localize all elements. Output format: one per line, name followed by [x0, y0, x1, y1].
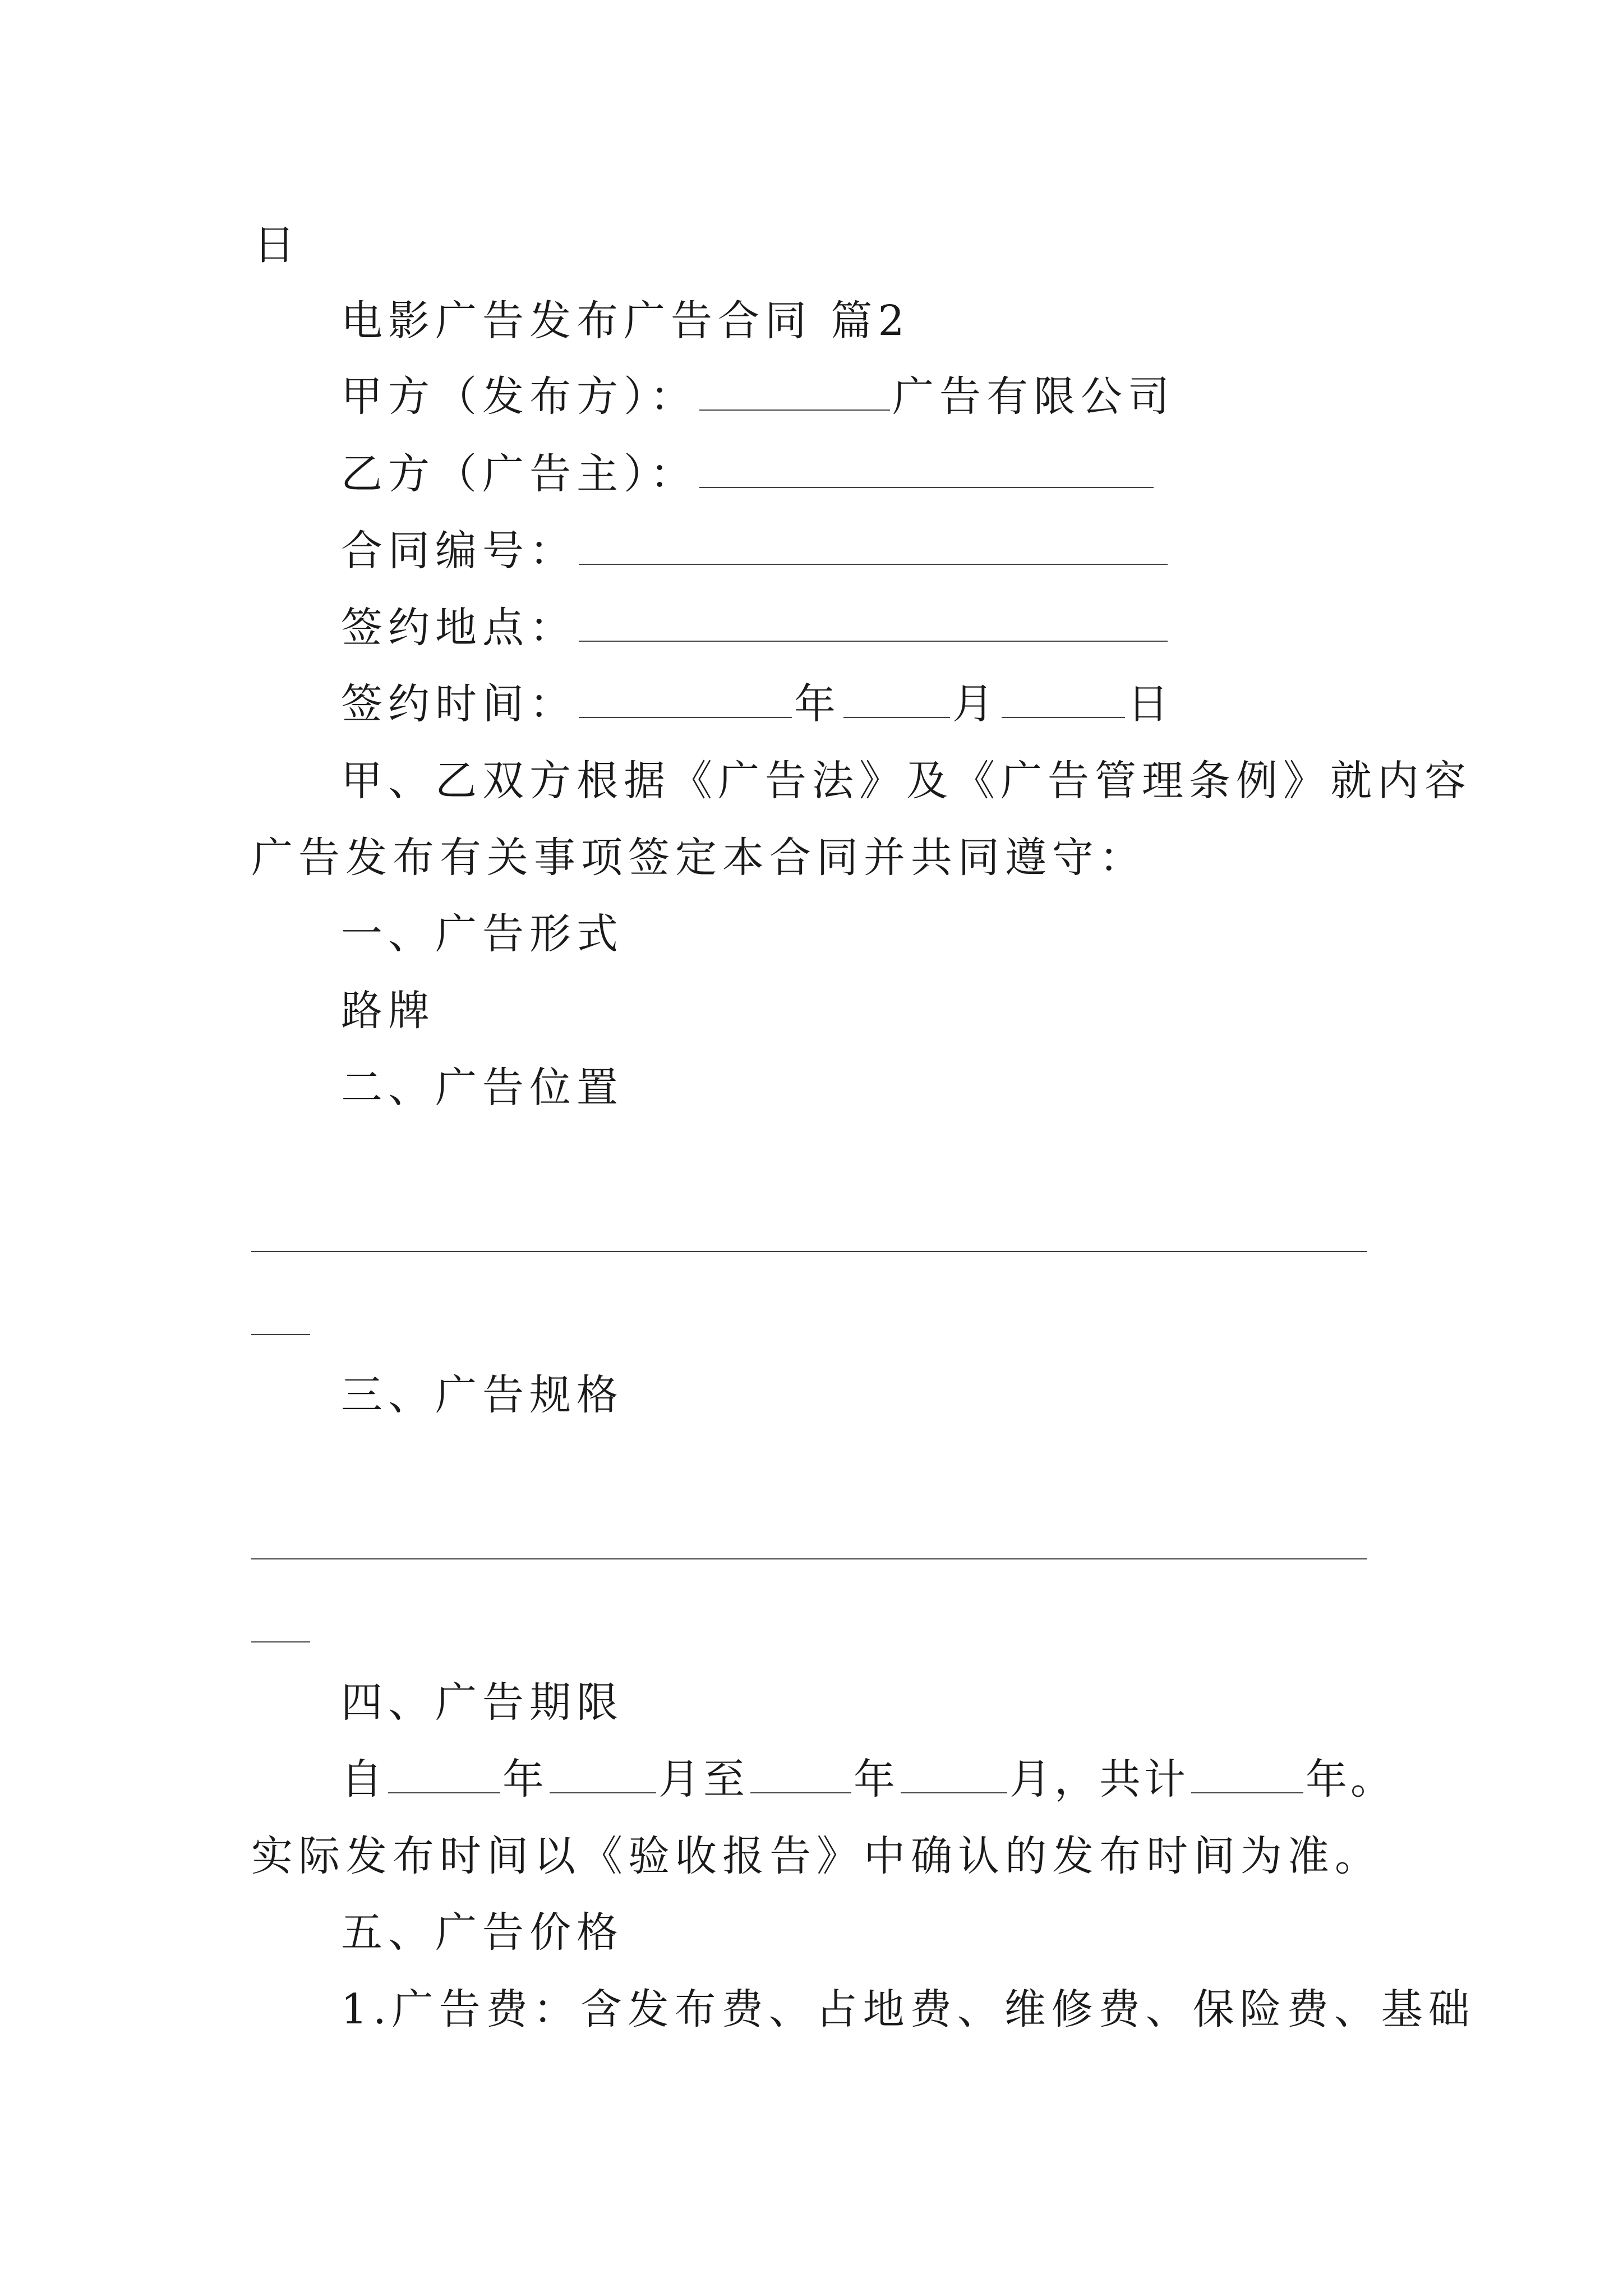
- party-b-line: [341, 450, 1156, 498]
- period-end-month-blank[interactable]: [901, 1759, 1007, 1793]
- party-a-suffix: 广告有限公司: [892, 372, 1175, 421]
- sign-place-blank[interactable]: [579, 607, 1168, 642]
- sign-time-label: 签约时间：: [341, 680, 577, 728]
- sign-time-line: [341, 680, 1174, 728]
- sign-place-label: 签约地点：: [341, 604, 577, 652]
- section-5-title: 五、广告价格: [341, 1908, 624, 1957]
- section-3-title: 三、广告规格: [341, 1371, 624, 1419]
- party-a-label: 甲方（发布方）：: [341, 372, 697, 421]
- contract-number-blank[interactable]: [579, 530, 1168, 565]
- period-line-2: 实际发布时间以《验收报告》中确认的发布时间为准。: [251, 1832, 1382, 1880]
- intro-line-1: 甲、乙双方根据《广告法》及《广告管理条例》就内容: [341, 757, 1472, 805]
- section-1-title: 一、广告形式: [341, 910, 624, 958]
- party-b-label: 乙方（广告主）：: [341, 450, 697, 498]
- section-3-blank-line[interactable]: [251, 1558, 1367, 1559]
- contract-number-label: 合同编号：: [341, 527, 577, 575]
- party-a-blank[interactable]: [699, 376, 890, 411]
- period-to-label: 月至: [658, 1755, 748, 1803]
- section-3-blank-line-end[interactable]: [251, 1641, 310, 1642]
- period-line: [341, 1755, 1395, 1803]
- party-b-blank[interactable]: [699, 453, 1154, 488]
- period-total-label: 月，共计: [1009, 1755, 1189, 1803]
- period-start-month-blank[interactable]: [550, 1759, 656, 1793]
- fee-line: 1.广告费：含发布费、占地费、维修费、保险费、基础: [341, 1985, 1476, 2033]
- intro-line-2: 广告发布有关事项签定本合同并共同遵守：: [251, 834, 1146, 882]
- sign-year-blank[interactable]: [579, 683, 792, 718]
- period-year-label: 年: [502, 1755, 547, 1803]
- sign-day-blank[interactable]: [1002, 683, 1125, 718]
- text-line: 日: [253, 221, 301, 269]
- sign-month-blank[interactable]: [843, 683, 950, 718]
- section-4-title: 四、广告期限: [341, 1678, 624, 1727]
- section-2-blank-line[interactable]: [251, 1251, 1367, 1252]
- period-end-year-blank[interactable]: [750, 1759, 851, 1793]
- party-a-line: [341, 372, 1175, 421]
- period-end-label: 年。: [1306, 1755, 1395, 1803]
- period-total-years-blank[interactable]: [1191, 1759, 1303, 1793]
- period-start-year-blank[interactable]: [388, 1759, 500, 1793]
- day-label: 日: [1127, 680, 1174, 728]
- document-title: 电影广告发布广告合同 篇2: [341, 297, 910, 345]
- section-2-title: 二、广告位置: [341, 1064, 624, 1112]
- sign-place-line: [341, 604, 1170, 652]
- period-from-label: 自: [341, 1755, 386, 1803]
- month-label: 月: [952, 680, 999, 728]
- contract-number-line: [341, 527, 1170, 575]
- section-1-body: 路牌: [341, 987, 435, 1035]
- year-label: 年: [794, 680, 841, 728]
- period-end-year-label: 年: [854, 1755, 898, 1803]
- section-2-blank-line-end[interactable]: [251, 1334, 310, 1335]
